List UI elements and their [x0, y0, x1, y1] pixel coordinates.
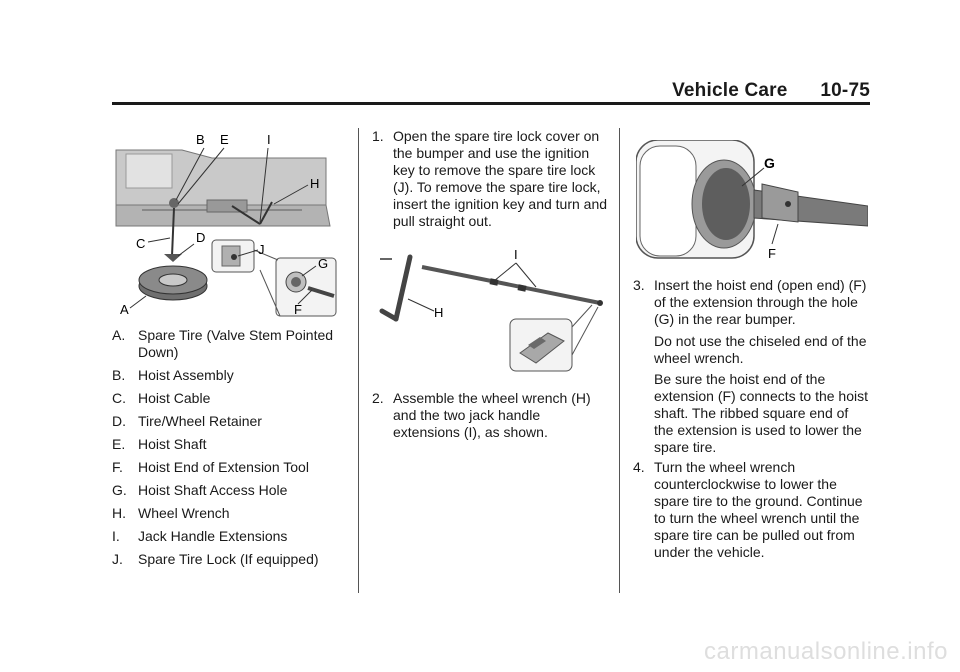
- fig1-label-b: B: [196, 132, 205, 147]
- legend-item: B. Hoist Assembly: [112, 367, 234, 383]
- legend-item: H. Wheel Wrench: [112, 505, 230, 521]
- fig1-label-c: C: [136, 236, 146, 251]
- fig1-label-f: F: [294, 302, 302, 317]
- fig3-label-f: F: [768, 246, 776, 261]
- fig3-label-g: G: [764, 155, 775, 171]
- fig1-label-d: D: [196, 230, 206, 245]
- step-4: [633, 459, 871, 561]
- wheel-wrench-assembly-illustration: [372, 245, 612, 375]
- legend-item: I. Jack Handle Extensions: [112, 528, 288, 544]
- watermark: carmanualsonline.info: [704, 638, 948, 665]
- legend-item: C. Hoist Cable: [112, 390, 211, 406]
- fig2-label-h: H: [434, 305, 444, 320]
- header-rule: [112, 102, 870, 105]
- step-number: 4.: [633, 459, 645, 475]
- fig2-label-i: I: [514, 247, 518, 262]
- step-1: [372, 128, 610, 230]
- fig1-label-g: G: [318, 256, 329, 271]
- fig1-label-h: H: [310, 176, 320, 191]
- legend-item: A. Spare Tire (Valve Stem Pointed Down): [112, 327, 334, 360]
- header-title: [672, 80, 870, 102]
- extension-in-bumper-hole-illustration: [636, 140, 868, 266]
- step-3-note: Be sure the hoist end of the extension (F) connects to the hoist shaft. The ribbed square end of the extension is used to lower the spare tire.: [654, 371, 868, 455]
- step-text: Open the spare tire lock cover on the bumper and use the ignition key to remove the spare tire lock (J). To remove the spare tire lock, insert the ignition key and turn and pull straight out.: [393, 128, 608, 229]
- page-number: 10-75: [820, 80, 870, 101]
- legend-item: D. Tire/Wheel Retainer: [112, 413, 262, 429]
- fig1-label-j: J: [258, 242, 265, 257]
- step-2: [372, 390, 610, 441]
- spare-tire-hoist-illustration: [112, 130, 344, 322]
- legend-item: J. Spare Tire Lock (If equipped): [112, 551, 319, 567]
- legend-item: F. Hoist End of Extension Tool: [112, 459, 309, 475]
- step-text: Turn the wheel wrench counterclockwise to lower the spare tire to the ground. Continue to turn the wheel wrench until the spare tire can be pulled out from under the vehicle.: [654, 459, 863, 560]
- step-text: Insert the hoist end (open end) (F) of the extension through the hole (G) in the rear bumper.: [654, 277, 867, 327]
- fig1-label-i: I: [267, 132, 271, 147]
- step-number: 3.: [633, 277, 645, 293]
- legend-item: E. Hoist Shaft: [112, 436, 207, 452]
- fig1-label-e: E: [220, 132, 229, 147]
- fig1-label-a: A: [120, 302, 129, 317]
- step-number: 1.: [372, 128, 384, 144]
- figure-legend: [112, 327, 352, 574]
- column-divider-left: [358, 128, 359, 593]
- step-text: Assemble the wheel wrench (H) and the two jack handle extensions (I), as shown.: [393, 390, 591, 440]
- column-divider-right: [619, 128, 620, 593]
- step-3: [633, 277, 871, 328]
- section-title: Vehicle Care: [672, 80, 788, 101]
- legend-item: G. Hoist Shaft Access Hole: [112, 482, 288, 498]
- step-3-note: Do not use the chiseled end of the wheel wrench.: [654, 333, 867, 366]
- step-number: 2.: [372, 390, 384, 406]
- page-header: [112, 80, 870, 104]
